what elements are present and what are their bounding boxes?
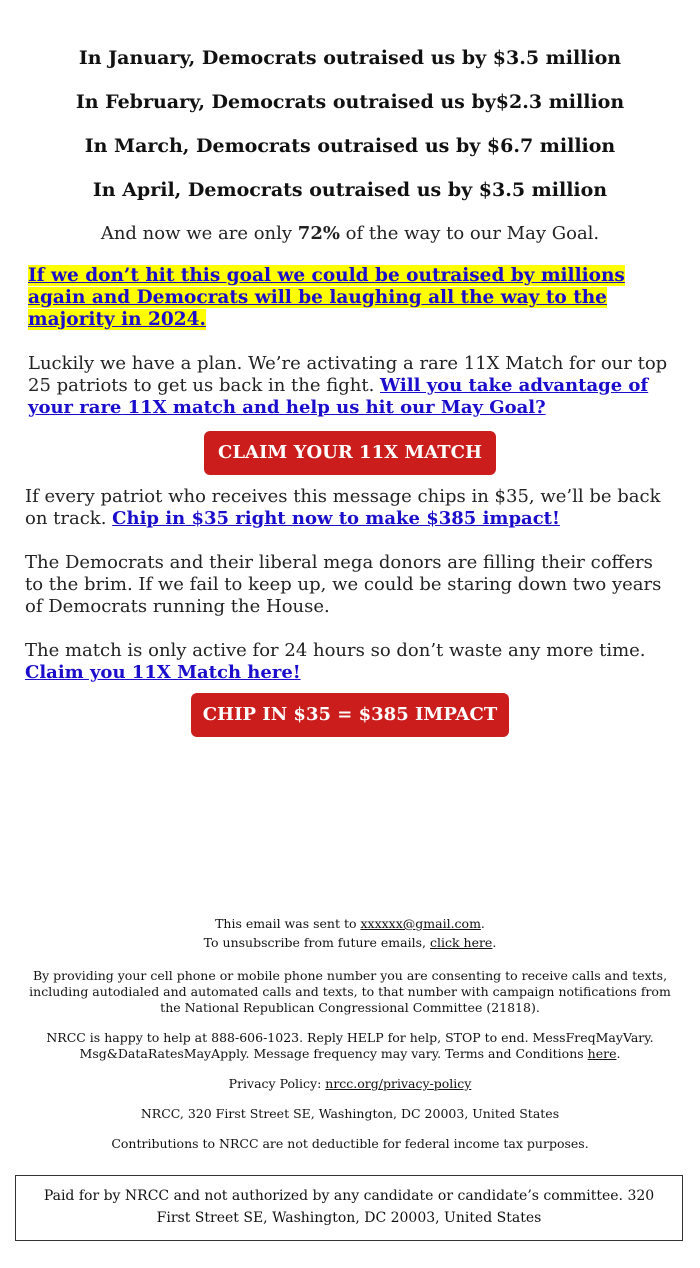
match-text: The match is only active for 24 hours so don’t waste any more time.: [25, 640, 646, 661]
footer-help-text: [40, 1030, 660, 1062]
warning-link[interactable]: If we don’t hit this goal we could be outraised by millions again and Democrats will be laughing all the way to the majority in 2024.: [28, 265, 625, 330]
chip-link[interactable]: Chip in $35 right now to make $385 impact!: [112, 508, 560, 529]
unsub-prefix: To unsubscribe from future emails,: [203, 935, 430, 950]
chip-paragraph: [25, 486, 675, 530]
donors-paragraph: The Democrats and their liberal mega donors are filling their coffers to the brim. If we fail to keep up, we could be staring down two years of Democrats running the House.: [25, 552, 662, 617]
privacy-prefix: Privacy Policy:: [228, 1076, 326, 1091]
match-paragraph: [25, 640, 675, 684]
sent-suffix: .: [480, 916, 485, 931]
headline-april: In April, Democrats outraised us by $3.5 million: [92, 179, 608, 201]
terms-suffix: .: [616, 1046, 621, 1061]
footer-privacy-line: [0, 1076, 700, 1092]
terms-link[interactable]: here: [587, 1046, 617, 1061]
headline-february: In February, Democrats outraised us by$2.3 million: [75, 91, 625, 113]
plan-link[interactable]: Will you take advantage of your rare 11X match and help us hit our May Goal?: [28, 375, 649, 418]
goal-suffix: of the way to our May Goal.: [339, 223, 600, 244]
headline-march: In March, Democrats outraised us by $6.7 million: [84, 135, 616, 157]
warning-paragraph: [28, 265, 676, 331]
footer-tax-notice: Contributions to NRCC are not deductible for federal income tax purposes.: [111, 1136, 589, 1151]
goal-percent: 72%: [297, 223, 340, 244]
footer-address: NRCC, 320 First Street SE, Washington, DC 20003, United States: [140, 1106, 560, 1121]
sent-prefix: This email was sent to: [215, 916, 361, 931]
chip-text: If every patriot who receives this message chips in $35, we’ll be back on track.: [25, 486, 661, 529]
help-text: NRCC is happy to help at 888-606-1023. Reply HELP for help, STOP to end. MessFreqMayVary. Msg&DataRatesMayApply. Message frequency may vary. Terms and Conditions: [46, 1030, 654, 1061]
goal-prefix: And now we are only: [100, 223, 298, 244]
claim-match-button[interactable]: CLAIM YOUR 11X MATCH: [204, 431, 496, 475]
goal-progress-line: [0, 223, 700, 244]
privacy-policy-link[interactable]: nrcc.org/privacy-policy: [325, 1076, 472, 1091]
plan-paragraph: [28, 353, 676, 419]
unsub-suffix: .: [492, 935, 497, 950]
plan-text: Luckily we have a plan. We’re activating a rare 11X Match for our top 25 patriots to get us back in the fight.: [28, 353, 668, 396]
footer-consent: By providing your cell phone or mobile phone number you are consenting to receive calls and texts, including autodialed and automated calls and texts, to that number with campaign notifications from the National Republican Congressional Committee (21818).: [29, 968, 671, 1015]
match-link[interactable]: Claim you 11X Match here!: [25, 662, 301, 683]
footer-unsubscribe-line: [0, 935, 700, 951]
footer-sent-line: [0, 916, 700, 932]
headline-january: In January, Democrats outraised us by $3.5 million: [78, 47, 622, 69]
email-link[interactable]: xxxxxx@gmail.com: [360, 916, 481, 931]
unsubscribe-link[interactable]: click here: [429, 935, 493, 950]
chip-in-button[interactable]: CHIP IN $35 = $385 IMPACT: [191, 693, 509, 737]
paid-for-disclaimer: Paid for by NRCC and not authorized by any candidate or candidate’s committee. 320 First Street SE, Washington, DC 20003, United States: [15, 1175, 683, 1241]
